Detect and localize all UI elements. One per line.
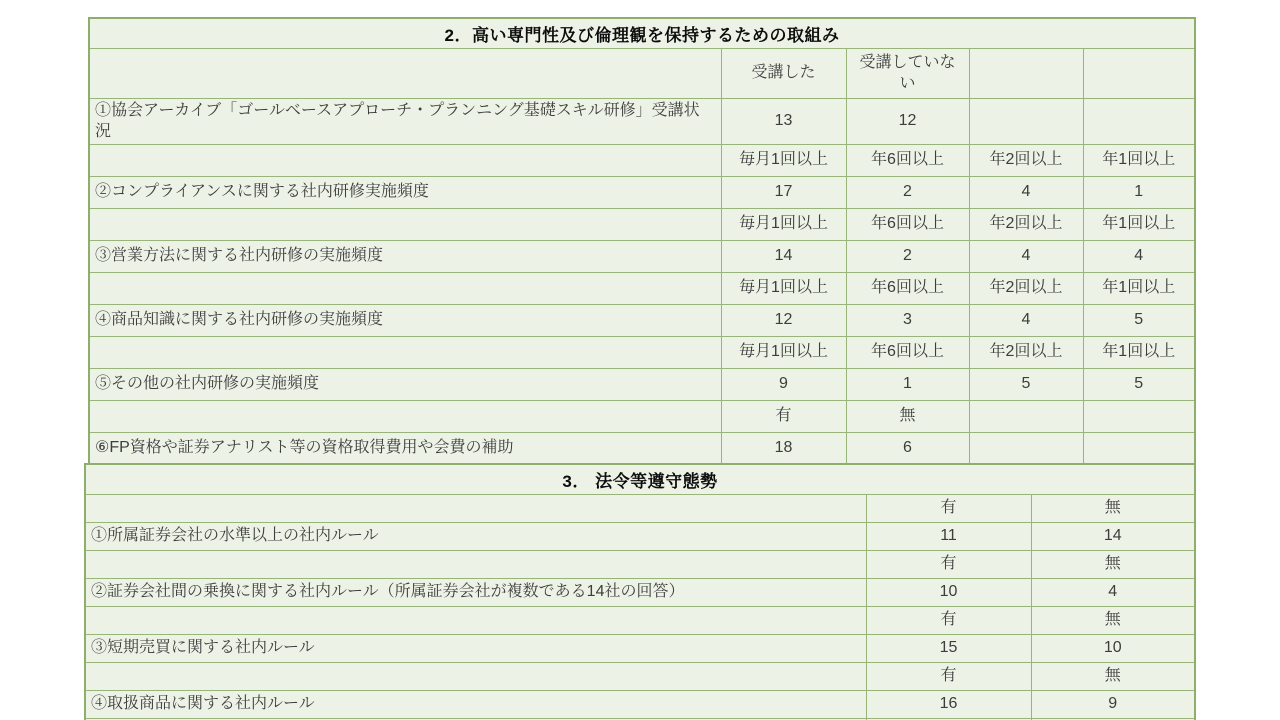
value-cell: 5 — [969, 369, 1083, 401]
empty-cell — [89, 209, 721, 241]
column-option-cell: 年1回以上 — [1083, 337, 1195, 369]
column-option-cell: 年1回以上 — [1083, 209, 1195, 241]
row-label: ③営業方法に関する社内研修の実施頻度 — [89, 241, 721, 273]
row-label: ①所属証券会社の水準以上の社内ルール — [85, 523, 866, 551]
training-initiatives-table — [88, 17, 1196, 466]
value-cell: 5 — [1083, 369, 1195, 401]
column-option-cell: 年6回以上 — [846, 273, 969, 305]
value-cell: 9 — [721, 369, 846, 401]
table-row — [85, 464, 1195, 495]
value-cell: 3 — [846, 305, 969, 337]
column-option-cell: 有 — [866, 551, 1031, 579]
column-option-cell: 年6回以上 — [846, 145, 969, 177]
table-row — [85, 635, 1195, 663]
value-cell: 4 — [1083, 241, 1195, 273]
value-cell: 6 — [846, 433, 969, 466]
column-option-cell: 年2回以上 — [969, 337, 1083, 369]
column-option-cell: 無 — [1031, 663, 1195, 691]
empty-cell — [969, 401, 1083, 433]
table-row — [85, 579, 1195, 607]
column-option-cell: 年6回以上 — [846, 209, 969, 241]
column-option-cell: 年6回以上 — [846, 337, 969, 369]
value-cell: 10 — [866, 579, 1031, 607]
value-cell: 2 — [846, 177, 969, 209]
table-row — [89, 209, 1195, 241]
value-cell: 4 — [969, 177, 1083, 209]
column-option-cell: 年2回以上 — [969, 273, 1083, 305]
row-label: ①協会アーカイブ「ゴールベースアプローチ・プランニング基礎スキル研修」受講状況 — [89, 99, 721, 145]
column-option-cell: 年1回以上 — [1083, 145, 1195, 177]
column-option-cell: 受講した — [721, 49, 846, 99]
value-cell: 12 — [846, 99, 969, 145]
row-label: ④商品知識に関する社内研修の実施頻度 — [89, 305, 721, 337]
table-row — [89, 241, 1195, 273]
column-option-cell: 有 — [866, 495, 1031, 523]
column-option-cell: 毎月1回以上 — [721, 273, 846, 305]
column-option-cell: 無 — [1031, 551, 1195, 579]
table-row — [85, 607, 1195, 635]
empty-cell — [89, 337, 721, 369]
column-option-cell: 有 — [866, 663, 1031, 691]
value-cell: 13 — [721, 99, 846, 145]
column-option-cell: 有 — [866, 607, 1031, 635]
table-row — [89, 369, 1195, 401]
column-option-cell: 毎月1回以上 — [721, 145, 846, 177]
column-option-cell: 受講していない — [846, 49, 969, 99]
table-row — [89, 18, 1195, 49]
empty-cell — [85, 663, 866, 691]
column-option-cell: 年2回以上 — [969, 209, 1083, 241]
compliance-structure-table — [84, 463, 1196, 720]
value-cell: 4 — [1031, 579, 1195, 607]
empty-cell — [1083, 49, 1195, 99]
column-option-cell: 無 — [846, 401, 969, 433]
table1-title: 2．高い専門性及び倫理観を保持するための取組み — [89, 18, 1195, 49]
value-cell: 9 — [1031, 691, 1195, 719]
empty-cell — [969, 433, 1083, 466]
table-row — [85, 663, 1195, 691]
value-cell: 17 — [721, 177, 846, 209]
empty-cell — [1083, 99, 1195, 145]
column-option-cell: 毎月1回以上 — [721, 209, 846, 241]
table-row — [89, 305, 1195, 337]
value-cell: 1 — [846, 369, 969, 401]
value-cell: 14 — [1031, 523, 1195, 551]
value-cell: 2 — [846, 241, 969, 273]
value-cell: 5 — [1083, 305, 1195, 337]
table-row — [85, 523, 1195, 551]
value-cell: 14 — [721, 241, 846, 273]
column-option-cell: 有 — [721, 401, 846, 433]
empty-cell — [1083, 433, 1195, 466]
empty-cell — [85, 607, 866, 635]
empty-cell — [89, 145, 721, 177]
row-label: ②コンプライアンスに関する社内研修実施頻度 — [89, 177, 721, 209]
table-row — [89, 145, 1195, 177]
table-row — [89, 401, 1195, 433]
table-row — [85, 495, 1195, 523]
empty-cell — [89, 401, 721, 433]
empty-cell — [89, 49, 721, 99]
column-option-cell: 毎月1回以上 — [721, 337, 846, 369]
table-row — [89, 49, 1195, 99]
table-row — [89, 99, 1195, 145]
row-label: ④取扱商品に関する社内ルール — [85, 691, 866, 719]
value-cell: 11 — [866, 523, 1031, 551]
table2-title: 3． 法令等遵守態勢 — [85, 464, 1195, 495]
row-label: ③短期売買に関する社内ルール — [85, 635, 866, 663]
value-cell: 18 — [721, 433, 846, 466]
value-cell: 4 — [969, 305, 1083, 337]
value-cell: 1 — [1083, 177, 1195, 209]
column-option-cell: 年1回以上 — [1083, 273, 1195, 305]
empty-cell — [969, 49, 1083, 99]
row-label: ⑥FP資格や証券アナリスト等の資格取得費用や会費の補助 — [89, 433, 721, 466]
column-option-cell: 無 — [1031, 607, 1195, 635]
row-label: ⑤その他の社内研修の実施頻度 — [89, 369, 721, 401]
table-row — [85, 551, 1195, 579]
empty-cell — [85, 495, 866, 523]
value-cell: 4 — [969, 241, 1083, 273]
empty-cell — [89, 273, 721, 305]
value-cell: 10 — [1031, 635, 1195, 663]
row-label: ②証券会社間の乗換に関する社内ルール（所属証券会社が複数である14社の回答） — [85, 579, 866, 607]
column-option-cell: 年2回以上 — [969, 145, 1083, 177]
column-option-cell: 無 — [1031, 495, 1195, 523]
empty-cell — [1083, 401, 1195, 433]
table-row — [89, 337, 1195, 369]
empty-cell — [85, 551, 866, 579]
table-row — [89, 177, 1195, 209]
table-row — [89, 433, 1195, 466]
table-row — [85, 691, 1195, 719]
table-row — [89, 273, 1195, 305]
empty-cell — [969, 99, 1083, 145]
value-cell: 16 — [866, 691, 1031, 719]
value-cell: 12 — [721, 305, 846, 337]
value-cell: 15 — [866, 635, 1031, 663]
